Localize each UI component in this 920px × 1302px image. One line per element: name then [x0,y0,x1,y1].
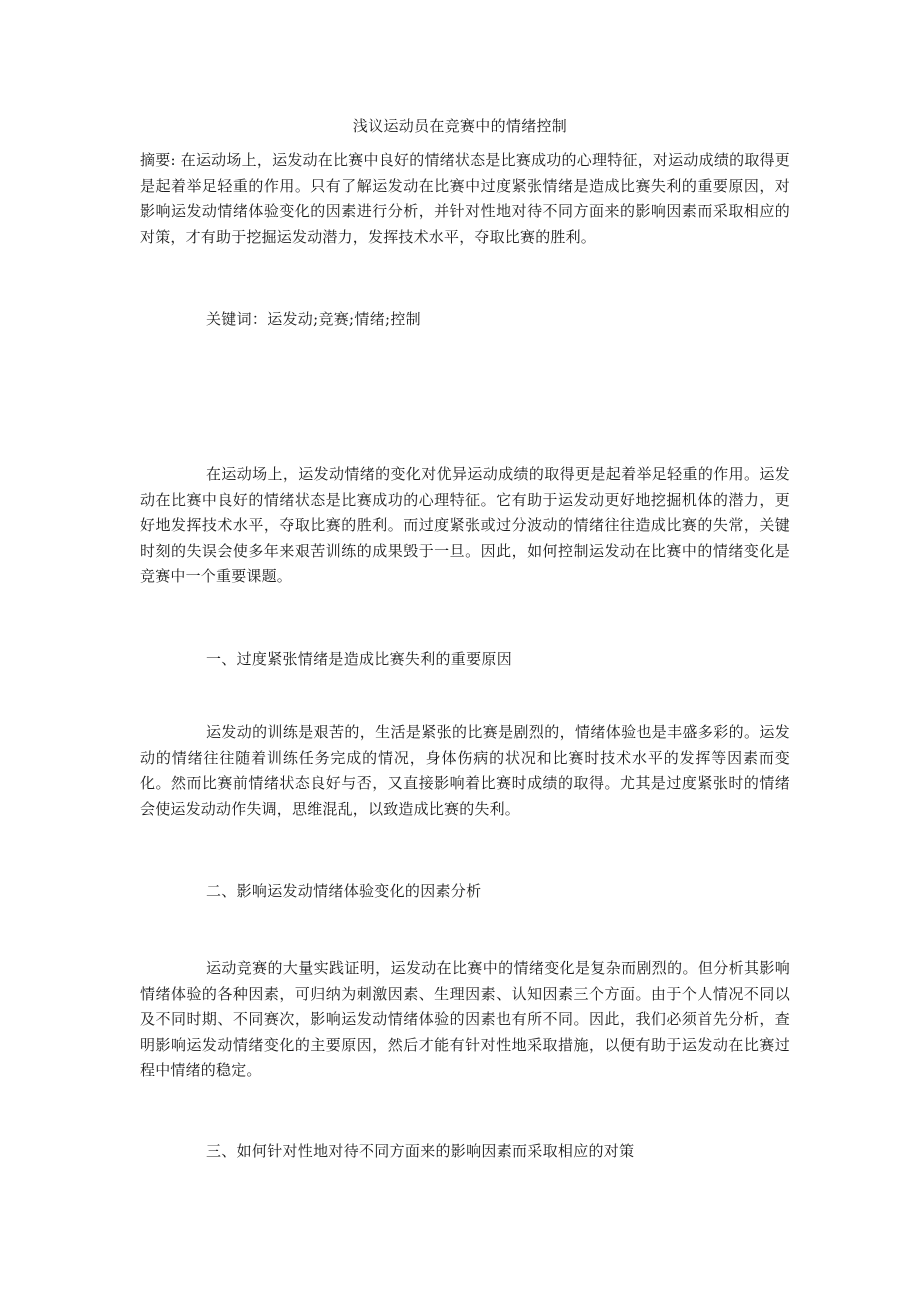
section-2-paragraph: 运动竞赛的大量实践证明，运发动在比赛中的情绪变化是复杂而剧烈的。但分析其影响情绪体验的各种因素，可归纳为刺激因素、生理因素、认知因素三个方面。由于个人情况不同以及不同时期、不同赛次，影响运发动情绪体验的因素也有所不同。因此，我们必须首先分析，查明影响运发动情绪变化的主要原因，然后才能有针对性地采取措施，以便有助于运发动在比赛过程中情绪的稳定。 [140,959,790,1079]
section-2-heading: 二、影响运发动情绪体验变化的因素分析 [206,882,482,900]
keywords-line: 关键词：运发动;竞赛;情绪;控制 [206,310,421,328]
section-3-heading: 三、如何针对性地对待不同方面来的影响因素而采取相应的对策 [206,1142,635,1160]
section-1-heading: 一、过度紧张情绪是造成比赛失利的重要原因 [206,650,513,668]
document-title: 浅议运动员在竞赛中的情绪控制 [352,117,568,135]
abstract-paragraph: 摘要: 在运动场上，运发动在比赛中良好的情绪状态是比赛成功的心理特征，对运动成绩的取得更是起着举足轻重的作用。只有了解运发动在比赛中过度紧张情绪是造成比赛失利的重要原因，对影响运发动情绪体验变化的因素进行分析，并针对性地对待不同方面来的影响因素而采取相应的对策，才有助于挖掘运发动潜力，发挥技术水平，夺取比赛的胜利。 [140,151,790,246]
section-1-paragraph: 运发动的训练是艰苦的，生活是紧张的比赛是剧烈的，情绪体验也是丰盛多彩的。运发动的情绪往往随着训练任务完成的情况，身体伤病的状况和比赛时技术水平的发挥等因素而变化。然而比赛前情绪状态良好与否，又直接影响着比赛时成绩的取得。尤其是过度紧张时的情绪会使运发动动作失调，思维混乱，以致造成比赛的失利。 [140,723,790,818]
intro-paragraph: 在运动场上，运发动情绪的变化对优异运动成绩的取得更是起着举足轻重的作用。运发动在比赛中良好的情绪状态是比赛成功的心理特征。它有助于运发动更好地挖掘机体的潜力，更好地发挥技术水平，夺取比赛的胜利。而过度紧张或过分波动的情绪往往造成比赛的失常，关键时刻的失误会使多年来艰苦训练的成果毁于一旦。因此，如何控制运发动在比赛中的情绪变化是竞赛中一个重要课题。 [140,465,790,585]
